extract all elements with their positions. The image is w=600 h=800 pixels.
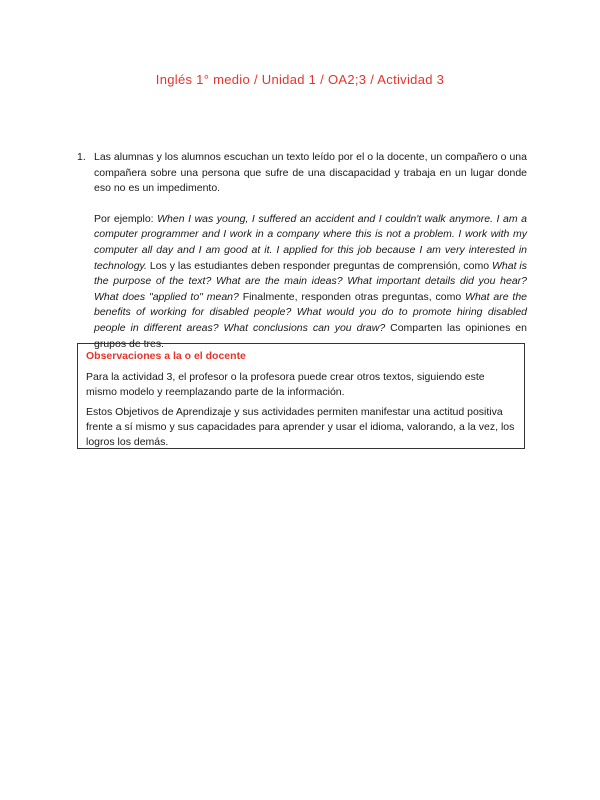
item-number: 1.: [77, 151, 86, 163]
notes-title: Observaciones a la o el docente: [86, 350, 246, 362]
closing-text: Comparten las opiniones en grupos de tres.: [94, 321, 527, 350]
example-text: When I was young, I suffered an accident and I couldn't walk anymore. I am a computer programmer and I work in a company where this is not a problem. I work with my computer all day and I am good at it. I applied for this job because I am very interested in technology.: [94, 212, 527, 272]
discussion-questions: What are the benefits of working for disabled people? What would you do to promote hiring disabled people in different areas? What conclusions can you draw?: [94, 290, 527, 334]
comprehension-questions: What is the purpose of the text? What are the main ideas? What important details did you hear? What does "applied to" mean?: [94, 259, 527, 303]
example-prefix: Por ejemplo:: [94, 212, 158, 225]
questions-intro: Los y las estudiantes deben responder preguntas de comprensión, como: [146, 259, 492, 272]
activity-item: [77, 150, 527, 352]
activity-intro: Las alumnas y los alumnos escuchan un texto leído por el o la docente, un compañero o una compañera sobre una persona que sufre de una discapacidad y trabaja en un lugar donde eso no es un impedimento.: [94, 151, 527, 195]
followup-text: Finalmente, responden otras preguntas, como: [238, 290, 466, 303]
item-body: [94, 150, 527, 352]
activity-example: [94, 212, 527, 352]
page-title: Inglés 1° medio / Unidad 1 / OA2;3 / Actividad 3: [155, 72, 445, 87]
notes-paragraph: Estos Objetivos de Aprendizaje y sus actividades permiten manifestar una actitud positiva frente a sí mismo y sus capacidades para aprender y usar el idioma, valorando, a la vez, los logros los demás.: [86, 406, 515, 448]
notes-paragraph: Para la actividad 3, el profesor o la profesora puede crear otros textos, siguiendo este mismo modelo y reemplazando parte de la información.: [86, 371, 485, 398]
teacher-notes-box: [77, 343, 525, 449]
